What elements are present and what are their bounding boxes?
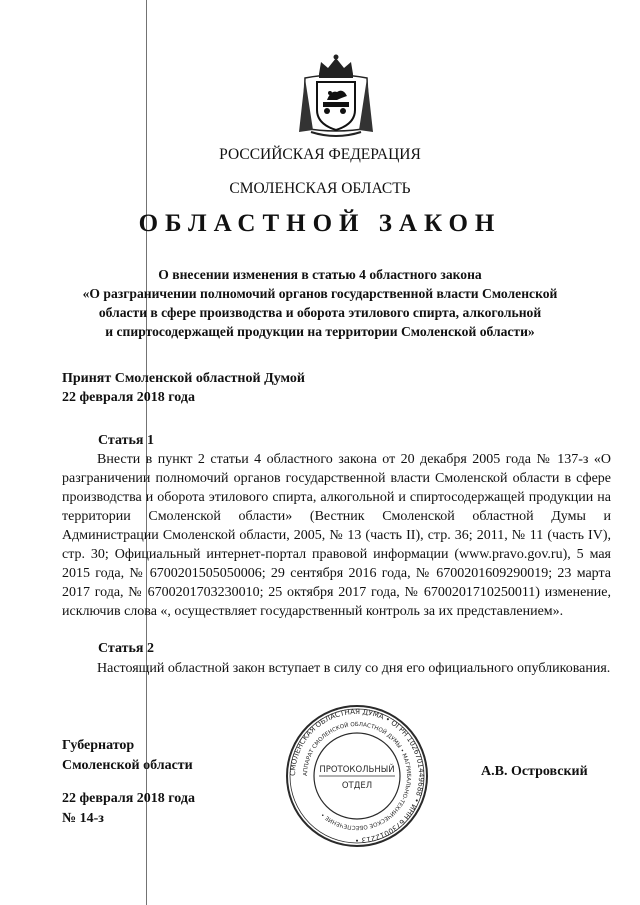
article-1-heading: Статья 1 (98, 433, 154, 448)
document-type-title: ОБЛАСТНОЙ ЗАКОН (138, 210, 502, 237)
adoption-body: Принят Смоленской областной Думой (62, 371, 305, 386)
stamp-outer-ring-text: СМОЛЕНСКАЯ ОБЛАСТНАЯ ДУМА • ОГРН 1026701449688 • ИНН 6730012213 • (287, 706, 427, 846)
subject-line: «О разграничении полномочий органов государственной власти Смоленской (82, 286, 558, 301)
signatory-name: А.В. Островский (481, 764, 588, 779)
subject-line: области в сфере производства и оборота этилового спирта, алкогольной (98, 305, 542, 320)
adoption-note (62, 369, 305, 407)
subject-line: и спиртосодержащей продукции на территории Смоленской области» (105, 324, 535, 339)
smolensk-coat-of-arms-icon (297, 52, 375, 140)
signatory-position (62, 736, 193, 776)
article-2-text (62, 659, 611, 678)
signing-info (62, 789, 195, 829)
article-1-paragraph: Внести в пункт 2 статьи 4 областного закона от 20 декабря 2005 года № 137-з «О разграничении полномочий органов государственной власти Смоленской области в сфере производства и оборота этилового спирта, алкогольной и спиртосодержащей продукции на территории Смоленской области» (Вестник Смоленской областной Думы и Администрации Смоленской области, 2005, № 13 (часть II), стр. 36; 2011, № 11 (часть IV), стр. 30; Официальный интернет-портал правовой информации (www.pravo.gov.ru), 5 мая 2015 года, № 6700201505050006; 29 сентября 2016 года, № 6700201609290019; 23 марта 2017 года, № 6700201703230010; 25 октября 2017 года, № 6700201710250011) изменение, исключив слова «, осуществляет государственный контроль за их представлением». (62, 452, 611, 619)
article-1-text (62, 450, 611, 621)
position-line: Губернатор (62, 738, 135, 753)
law-number: № 14-з (62, 811, 104, 826)
adoption-date: 22 февраля 2018 года (62, 390, 195, 405)
law-subject (0, 265, 640, 341)
article-2-paragraph: Настоящий областной закон вступает в силу со дня его официального опубликования. (97, 661, 611, 676)
region-title: СМОЛЕНСКАЯ ОБЛАСТЬ (229, 180, 411, 197)
official-stamp (283, 702, 431, 850)
article-2-heading: Статья 2 (98, 641, 154, 656)
stamp-center-line-2: ОТДЕЛ (341, 781, 373, 791)
position-line: Смоленской области (62, 758, 193, 773)
stamp-inner-ring-text: АППАРАТ СМОЛЕНСКОЙ ОБЛАСТНОЙ ДУМЫ • МАГРИБАЛЬНО-ТЕХНИЧЕСКОЕ ОБЕСПЕЧЕНИЕ • (302, 721, 412, 831)
subject-line: О внесении изменения в статью 4 областного закона (158, 267, 482, 282)
federation-title: РОССИЙСКАЯ ФЕДЕРАЦИЯ (219, 146, 421, 163)
signing-date: 22 февраля 2018 года (62, 791, 195, 806)
stamp-center-line-1: ПРОТОКОЛЬНЫЙ (319, 765, 395, 775)
